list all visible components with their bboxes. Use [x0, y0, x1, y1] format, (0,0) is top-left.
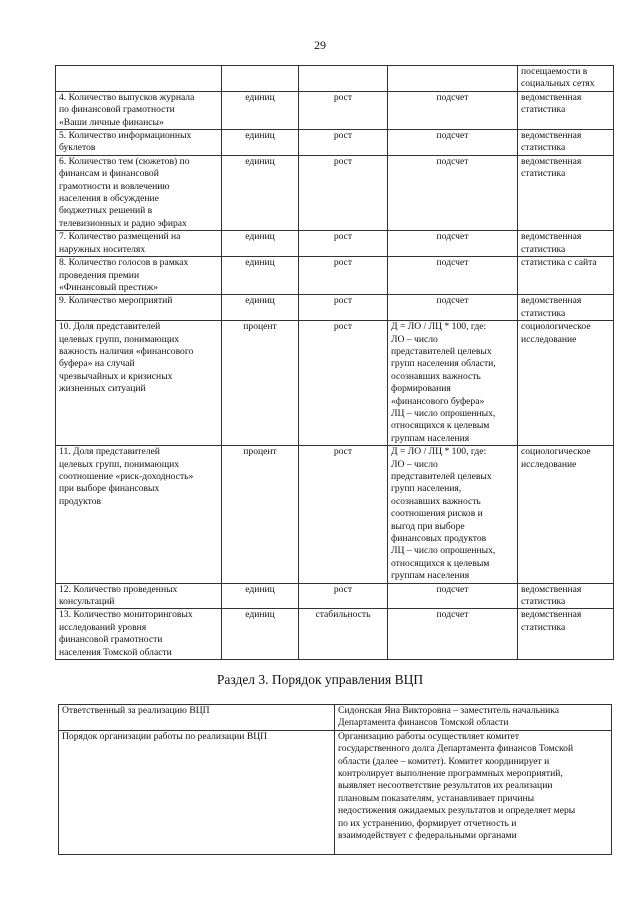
indicator-trend-text: рост — [333, 257, 353, 269]
indicator-unit — [222, 446, 299, 583]
indicator-source — [518, 257, 614, 295]
indicator-name — [56, 257, 222, 295]
table-row — [56, 155, 614, 230]
indicator-unit — [222, 257, 299, 295]
indicator-unit-text: единиц — [245, 130, 275, 142]
table-row — [56, 583, 614, 609]
indicator-method — [388, 231, 518, 257]
indicator-method-text: подсчет — [436, 257, 469, 269]
table-row — [56, 446, 614, 583]
table-row — [56, 231, 614, 257]
indicator-trend-text: стабильность — [315, 609, 371, 621]
indicator-name — [56, 583, 222, 609]
indicator-source — [518, 583, 614, 609]
indicator-source-text: ведомственная статистика — [521, 295, 582, 319]
management-label — [59, 705, 335, 731]
indicator-trend-text: рост — [333, 231, 353, 243]
indicator-source-text: социологическое исследование — [521, 446, 591, 470]
indicator-trend-text: рост — [333, 130, 353, 142]
indicator-unit-text: единиц — [245, 155, 275, 167]
indicator-name-text: 10. Доля представителей целевых групп, понимающих важность наличия «финансового буфера» на случай чрезвычайных и кризисных жизненных ситуаций — [59, 321, 194, 395]
indicator-source — [518, 155, 614, 230]
indicator-source-text: статистика с сайта — [521, 257, 597, 269]
table-row — [56, 321, 614, 446]
indicator-method-text: Д = ЛО / ЛЦ * 100, где: ЛО – число представителей целевых групп населения, осознавших важность соотношения рисков и выгод при выборе финансовых продуктов ЛЦ – число опрошенных, относящихся к целевым группам населения — [391, 446, 496, 582]
indicator-source-text: ведомственная статистика — [521, 231, 582, 255]
indicator-method — [388, 91, 518, 129]
indicator-source — [518, 609, 614, 660]
indicator-trend — [299, 130, 388, 156]
indicator-unit-text: единиц — [245, 91, 275, 103]
management-value — [335, 730, 612, 854]
indicator-method-text: подсчет — [436, 609, 469, 621]
indicator-trend — [299, 155, 388, 230]
table-row — [56, 295, 614, 321]
table-row — [56, 91, 614, 129]
indicator-unit-text: единиц — [245, 609, 275, 621]
indicator-unit — [222, 155, 299, 230]
indicator-name — [56, 130, 222, 156]
indicator-name-text: 8. Количество голосов в рамках проведения премии «Финансовый престиж» — [59, 257, 189, 293]
indicator-name — [56, 231, 222, 257]
indicator-trend-text: рост — [333, 321, 353, 333]
section-title: Раздел 3. Порядок управления ВЦП — [216, 672, 424, 687]
indicator-unit — [222, 231, 299, 257]
table-row — [59, 730, 612, 854]
table-row — [59, 705, 612, 731]
indicator-name — [56, 446, 222, 583]
indicator-source — [518, 66, 614, 92]
indicator-source — [518, 130, 614, 156]
table-row — [56, 257, 614, 295]
indicator-method — [388, 583, 518, 609]
indicator-unit — [222, 321, 299, 446]
indicator-source — [518, 91, 614, 129]
indicator-method-text: подсчет — [436, 155, 469, 167]
indicator-source — [518, 231, 614, 257]
indicator-trend-text: рост — [333, 295, 353, 307]
indicator-unit-text: процент — [243, 321, 277, 333]
indicator-method-text: подсчет — [436, 231, 469, 243]
indicator-method-text: подсчет — [436, 583, 469, 595]
indicator-trend — [299, 295, 388, 321]
indicator-trend — [299, 446, 388, 583]
management-value — [335, 705, 612, 731]
indicator-source-text: посещаемости в социальных сетях — [521, 66, 595, 90]
indicator-method — [388, 609, 518, 660]
indicator-method — [388, 446, 518, 583]
indicator-name — [56, 321, 222, 446]
indicator-source — [518, 321, 614, 446]
indicator-trend — [299, 66, 388, 92]
indicator-method-text: подсчет — [436, 295, 469, 307]
indicator-unit — [222, 583, 299, 609]
indicator-unit-text: единиц — [245, 295, 275, 307]
indicator-name-text: 9. Количество мероприятий — [59, 295, 173, 307]
indicator-trend — [299, 321, 388, 446]
indicator-source-text: ведомственная статистика — [521, 91, 582, 116]
indicator-method — [388, 155, 518, 230]
indicator-name-text: 13. Количество мониторинговых исследований уровня финансовой грамотности населения Томской области — [59, 609, 193, 658]
indicator-name — [56, 91, 222, 129]
indicator-trend-text: рост — [333, 155, 353, 167]
indicator-trend — [299, 257, 388, 295]
indicator-method — [388, 130, 518, 156]
indicator-name — [56, 295, 222, 321]
indicator-unit-text: единиц — [245, 583, 275, 595]
indicator-source-text: социологическое исследование — [521, 321, 591, 345]
indicator-unit — [222, 130, 299, 156]
table-row — [56, 609, 614, 660]
indicator-source-text: ведомственная статистика — [521, 155, 582, 180]
indicator-method — [388, 295, 518, 321]
indicator-source — [518, 295, 614, 321]
indicator-unit — [222, 609, 299, 660]
management-label — [59, 730, 335, 854]
indicator-method-text: подсчет — [436, 91, 469, 103]
indicator-name-text: 5. Количество информационных буклетов — [59, 130, 192, 154]
indicator-unit — [222, 66, 299, 92]
indicator-trend — [299, 583, 388, 609]
indicator-unit-text: процент — [243, 446, 277, 458]
table-row — [56, 66, 614, 92]
indicator-trend-text: рост — [333, 446, 353, 458]
management-label-text: Порядок организации работы по реализации ВЦП — [62, 730, 268, 742]
indicator-trend — [299, 91, 388, 129]
indicator-name — [56, 155, 222, 230]
management-table — [58, 704, 612, 855]
indicator-method — [388, 321, 518, 446]
page-number: 29 — [314, 38, 326, 52]
indicator-name-text: 11. Доля представителей целевых групп, понимающих соотношение «риск-доходность» при выборе финансовых продуктов — [59, 446, 194, 507]
indicator-name-text: 6. Количество тем (сюжетов) по финансам и финансовой грамотности и вовлечению населения в обсуждение бюджетных решений в телевизионных и радио эфирах — [59, 155, 190, 229]
indicator-source-text: ведомственная статистика — [521, 583, 582, 608]
indicator-unit-text: единиц — [245, 257, 275, 269]
indicator-method-text: подсчет — [436, 130, 469, 142]
indicator-method-text: Д = ЛО / ЛЦ * 100, где: ЛО – число представителей целевых групп населения области, осознавших важность формирования «финансового буфера» ЛЦ – число опрошенных, относящихся к целевым группам населения — [391, 321, 496, 444]
management-label-text: Ответственный за реализацию ВЦП — [62, 705, 210, 716]
indicator-unit-text: единиц — [245, 231, 275, 243]
indicator-name-text: 12. Количество проведенных консультаций — [59, 583, 178, 608]
management-value-text: Организацию работы осуществляет комитет государственного долга Департамента финансов Томской области (далее – комитет). Комитет координирует и контролирует выполнение программных мероприятий, выявляет несоответствие результатов их реализации плановым показателям, устанавливает причины недостижения ожидаемых результатов и определяет меры по их устранению, формирует отчетность и взаимодействует с федеральными органами — [338, 730, 576, 842]
indicator-trend — [299, 609, 388, 660]
indicator-name-text: 4. Количество выпусков журнала по финансовой грамотности «Ваши личные финансы» — [59, 91, 195, 128]
indicator-source-text: ведомственная статистика — [521, 609, 582, 633]
management-value-text: Сидонская Яна Викторовна – заместитель начальника Департамента финансов Томской области — [338, 705, 560, 729]
indicator-name-text: 7. Количество размещений на наружных носителях — [59, 231, 181, 255]
indicator-method — [388, 66, 518, 92]
indicator-source — [518, 446, 614, 583]
indicator-trend — [299, 231, 388, 257]
indicator-unit — [222, 91, 299, 129]
indicator-name — [56, 609, 222, 660]
indicator-trend-text: рост — [333, 91, 353, 103]
table-row — [56, 130, 614, 156]
indicators-table — [55, 65, 614, 660]
indicator-unit — [222, 295, 299, 321]
indicator-method — [388, 257, 518, 295]
indicator-source-text: ведомственная статистика — [521, 130, 582, 154]
indicator-name — [56, 66, 222, 92]
indicator-trend-text: рост — [333, 583, 353, 595]
